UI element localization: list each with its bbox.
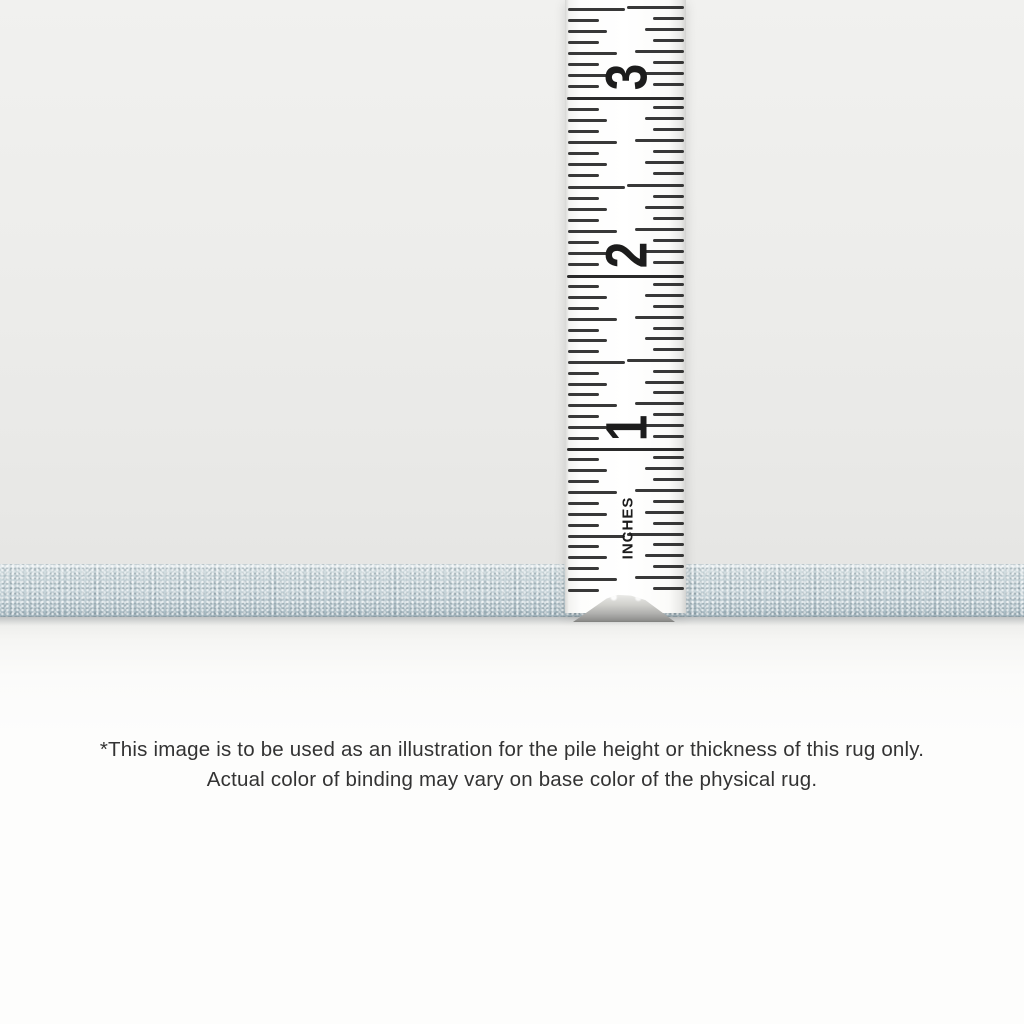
ruler-tick — [568, 535, 625, 538]
ruler-tick — [653, 456, 684, 459]
ruler-tick — [568, 524, 599, 527]
caption-line-1: *This image is to be used as an illustration for the pile height or thickness of this rug only. — [99, 738, 925, 761]
ruler-tick — [635, 402, 684, 405]
ruler-tick — [568, 41, 599, 44]
ruler-tick — [635, 316, 684, 319]
ruler-tick — [568, 163, 607, 166]
ruler-tick — [568, 458, 599, 461]
caption-line-2: Actual color of binding may vary on base color of the physical rug. — [206, 768, 818, 791]
ruler-tick — [627, 6, 684, 9]
ruler-tick — [653, 172, 684, 175]
ruler-tick — [653, 522, 684, 525]
ruler-tick — [568, 491, 617, 494]
ruler-tick — [568, 513, 607, 516]
inch-label-3: 3 — [594, 63, 660, 91]
ruler-tick — [627, 359, 684, 362]
ruler-tick — [568, 52, 617, 55]
ruler-tick — [568, 130, 599, 133]
ruler-tick — [653, 327, 684, 330]
ruler-tick — [653, 543, 684, 546]
ruler-tick — [653, 283, 684, 286]
ruler-tick — [568, 393, 599, 396]
ruler-tick — [645, 206, 684, 209]
ruler-tick — [568, 545, 599, 548]
ruler-tick — [645, 337, 684, 340]
ruler-tick — [568, 30, 607, 33]
ruler-tick — [568, 383, 607, 386]
ruler-tick — [653, 150, 684, 153]
ruler-tick — [568, 197, 599, 200]
ruler-tick — [568, 339, 607, 342]
ruler-tick — [627, 184, 684, 187]
inch-label-1: 1 — [594, 414, 660, 442]
ruler-tick — [653, 39, 684, 42]
ruler-inch-line — [567, 275, 684, 278]
ruler-tick — [645, 117, 684, 120]
ruler-tick — [653, 500, 684, 503]
ruler-tick — [645, 294, 684, 297]
ruler-tick — [568, 8, 625, 11]
ruler-tick — [645, 554, 684, 557]
ruler-tick — [568, 230, 617, 233]
ruler-tick — [568, 285, 599, 288]
inches-unit-label: INCHES — [619, 496, 637, 560]
ruler-tick — [645, 511, 684, 514]
ruler-tick — [568, 480, 599, 483]
ruler-tick — [568, 296, 607, 299]
ruler-tick — [653, 106, 684, 109]
ruler-tick — [653, 217, 684, 220]
ruler-tick — [645, 161, 684, 164]
rug-contact-shadow — [0, 616, 1024, 626]
ruler-tick — [635, 139, 684, 142]
ruler-tick — [568, 404, 617, 407]
ruler-tick — [568, 372, 599, 375]
ruler-inch-line — [567, 448, 684, 451]
ruler-tick — [568, 174, 599, 177]
ruler-inch-line — [567, 97, 684, 100]
ruler-tick — [653, 305, 684, 308]
ruler-tick — [568, 578, 617, 581]
ruler-tick — [635, 228, 684, 231]
ruler-tick — [568, 589, 599, 592]
ruler-tick — [653, 478, 684, 481]
ruler-tick — [653, 370, 684, 373]
ruler-tick — [653, 391, 684, 394]
disclaimer-caption — [0, 735, 1024, 795]
rug-edge — [0, 564, 1024, 618]
ruler-tick — [568, 219, 599, 222]
ruler-tick — [568, 469, 607, 472]
ruler-tick — [635, 489, 684, 492]
ruler-tick — [568, 361, 625, 364]
ruler-tick — [653, 195, 684, 198]
ruler-tick — [645, 28, 684, 31]
ruler-tick — [568, 19, 599, 22]
floor-surface — [0, 617, 1024, 1024]
ruler-tick — [645, 467, 684, 470]
ruler-tick — [568, 502, 599, 505]
ruler-tick — [635, 50, 684, 53]
ruler-tick — [568, 307, 599, 310]
ruler-tick — [568, 567, 599, 570]
ruler-tick — [653, 128, 684, 131]
ruler-tick — [653, 17, 684, 20]
ruler-tick — [568, 329, 599, 332]
ruler-tick — [653, 565, 684, 568]
ruler-tick — [568, 119, 607, 122]
ruler-tick — [568, 141, 617, 144]
ruler-tick — [568, 186, 625, 189]
ruler-tick — [568, 318, 617, 321]
measuring-tape — [565, 0, 686, 613]
inch-label-2: 2 — [594, 241, 660, 269]
ruler-tick — [568, 556, 607, 559]
ruler-tick — [645, 381, 684, 384]
ruler-tick — [568, 208, 607, 211]
ruler-tick — [653, 587, 684, 590]
ruler-tick — [568, 108, 599, 111]
ruler-tick — [568, 152, 599, 155]
ruler-tick — [653, 348, 684, 351]
ruler-tick — [635, 576, 684, 579]
ruler-tick — [568, 350, 599, 353]
